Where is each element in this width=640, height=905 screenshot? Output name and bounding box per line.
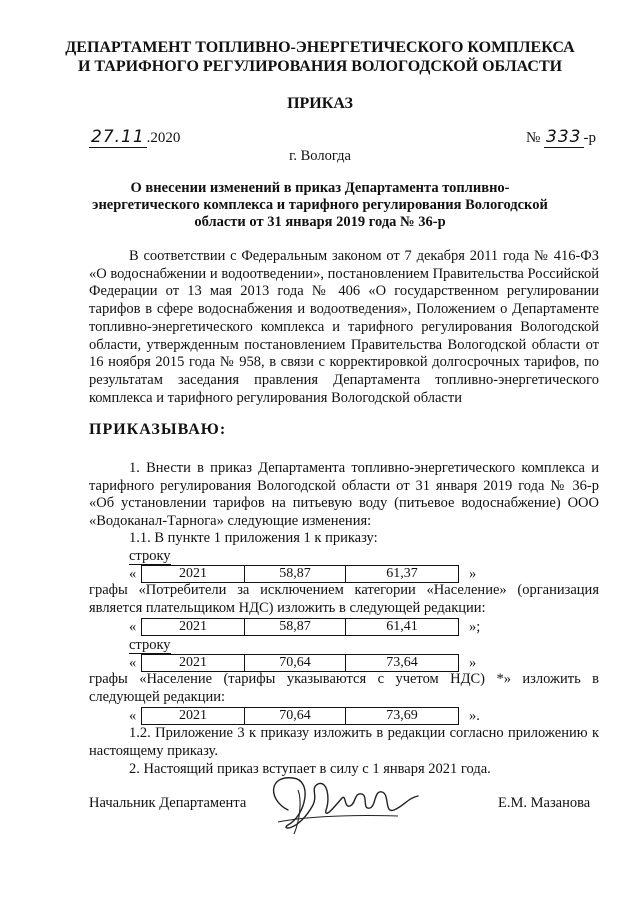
table-cells	[141, 565, 459, 583]
department-header	[60, 38, 580, 76]
item-1-paragraph	[89, 460, 599, 531]
cell-value-2: 61,41	[386, 619, 418, 634]
open-quote: «	[129, 655, 137, 671]
column-1-paragraph: графы «Потребители за исключением категории «Население» (организация является плательщиком НДС) изложить в следующей редакции:	[89, 582, 599, 616]
item-2: 2. Настоящий приказ вступает в силу с 1 января 2021 года.	[129, 761, 491, 777]
cell-value-1: 58,87	[245, 619, 346, 635]
handwritten-date: 27.11	[91, 127, 145, 147]
order-subject	[92, 180, 548, 231]
table-cells	[141, 618, 459, 636]
open-quote: «	[129, 708, 137, 724]
department-header-line-2: И ТАРИФНОГО РЕГУЛИРОВАНИЯ ВОЛОГОДСКОЙ ОБЛАСТИ	[77, 58, 563, 75]
close-quote: ».	[469, 708, 480, 724]
department-header-line-1: ДЕПАРТАМЕНТ ТОПЛИВНО-ЭНЕРГЕТИЧЕСКОГО КОМПЛЕКСА	[65, 39, 575, 56]
subject-line-3: области от 31 января 2019 года № 36-р	[194, 214, 446, 230]
signatory-name: Е.М. Мазанова	[498, 795, 591, 811]
item-1-text: 1. Внести в приказ Департамента топливно-энергетического комплекса и тарифного регулирования Вологодской области от 31 января 2019 года № 36-р «Об установлении тарифов на питьевую воду (питьевое водоснабжение) ООО «Водоканал-Тарнога» следующие изменения:	[89, 460, 599, 530]
order-date	[89, 127, 180, 147]
cell-value-2: 73,69	[386, 708, 418, 723]
row-word-1-text: строку	[129, 548, 171, 564]
handwritten-number: 333	[546, 127, 582, 147]
close-quote: »;	[469, 619, 481, 635]
signatory-position: Начальник Департамента	[89, 795, 247, 811]
item-1-2-paragraph	[89, 725, 599, 760]
preamble-text: В соответствии с Федеральным законом от 7 декабря 2011 года № 416-ФЗ «О водоснабжении и водоотведении», постановлением Правительства Российской Федерации от 13 мая 2013 года № 406 «О государственном регулировании тарифов в сфере водоснабжения и водоотведения», Положением о Департаменте топливно-энергетического комплекса и тарифного регулирования Вологодской области, утвержденным постановлением Правительства Вологодской области от 16 ноября 2015 года № 958, в связи с корректировкой долгосрочных тарифов, по результатам заседания правления Департамента топливно-энергетического комплекса и тарифного регулирования Вологодской области	[89, 248, 599, 406]
order-number	[526, 127, 596, 147]
table-cells	[141, 707, 459, 725]
column-2-paragraph: графы «Население (тарифы указываются с учетом НДС) *» изложить в следующей редакции:	[89, 671, 599, 705]
open-quote: «	[129, 566, 137, 582]
cell-value-1: 70,64	[245, 708, 346, 724]
cell-year: 2021	[142, 566, 245, 582]
order-title: ПРИКАЗ	[287, 95, 353, 112]
item-1-2-text: 1.2. Приложение 3 к приказу изложить в редакции согласно приложению к настоящему приказу.	[89, 725, 599, 759]
table-cells	[141, 654, 459, 672]
row-word-1	[129, 547, 209, 565]
number-suffix: -р	[583, 130, 596, 146]
subject-line-2: энергетического комплекса и тарифного регулирования Вологодской	[92, 197, 548, 213]
cell-year: 2021	[142, 655, 245, 671]
cell-value-1: 58,87	[245, 566, 346, 582]
city: г. Вологда	[289, 148, 351, 164]
cell-year: 2021	[142, 619, 245, 635]
close-quote: »	[469, 655, 477, 671]
decree-word: ПРИКАЗЫВАЮ:	[89, 421, 227, 438]
close-quote: »	[469, 566, 477, 582]
date-year: .2020	[146, 130, 181, 146]
preamble-paragraph	[89, 248, 599, 407]
cell-value-1: 70,64	[245, 655, 346, 671]
cell-value-2: 73,64	[386, 655, 418, 670]
handwritten-signature	[258, 770, 428, 845]
item-1-1: 1.1. В пункте 1 приложения 1 к приказу:	[129, 530, 378, 546]
cell-value-2: 61,37	[386, 566, 418, 581]
signature-scribble-icon	[258, 770, 428, 840]
cell-year: 2021	[142, 708, 245, 724]
open-quote: «	[129, 619, 137, 635]
subject-line-1: О внесении изменений в приказ Департамента топливно-	[130, 180, 510, 196]
row-word-2-text: строку	[129, 637, 171, 653]
number-prefix: №	[525, 130, 541, 146]
row-word-2	[129, 636, 209, 654]
